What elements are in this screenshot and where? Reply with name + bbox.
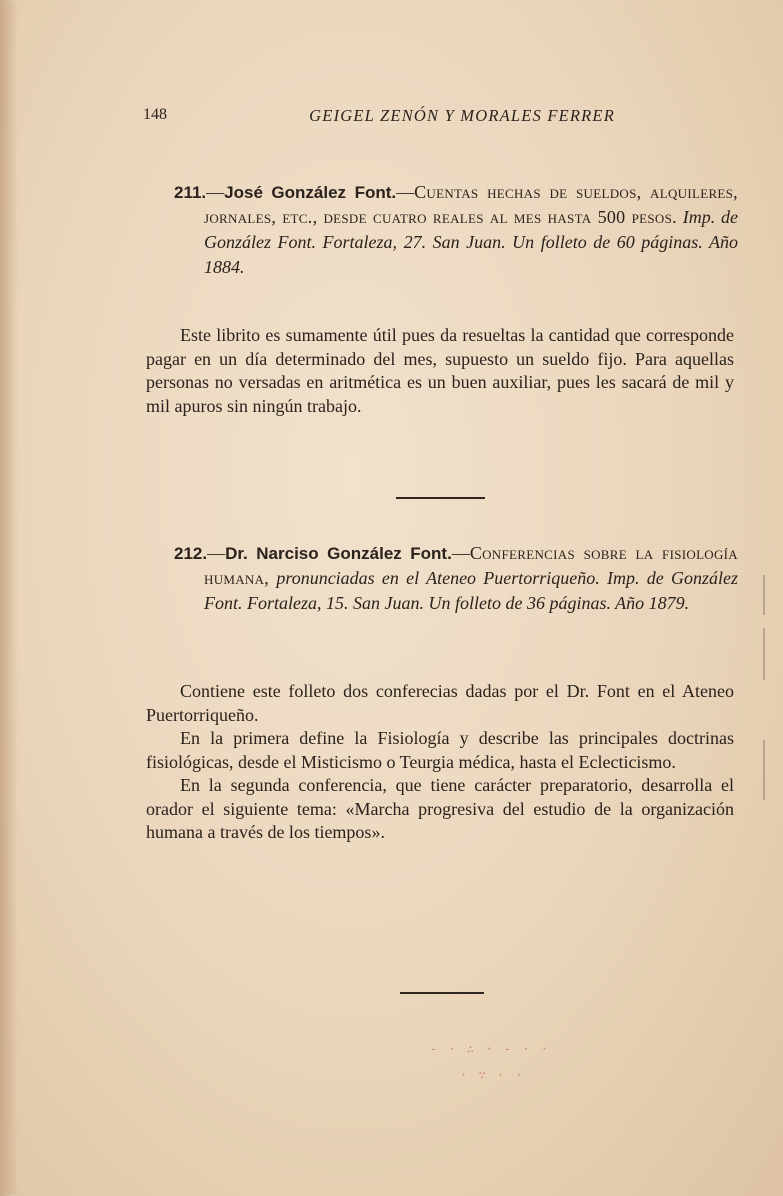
entry-imprint: Imp. de González Font. Fortaleza, 27. San Juan. Un folleto de 60 páginas. Año 1884. (204, 207, 739, 277)
page-edge (0, 0, 18, 1196)
entry-heading (146, 180, 738, 280)
entry-number: 211. (174, 183, 207, 202)
paper-mark (763, 628, 765, 680)
entry-author: Dr. Narciso González Font. (225, 544, 452, 563)
paragraph: En la segunda conferencia, que tiene carácter preparatorio, desarrolla el orador el siguiente tema: «Marcha progresiva del estudio de la organización humana a través de los tiempos». (146, 775, 734, 842)
entry-title: Conferencias sobre la fisiología humana, (204, 543, 738, 588)
paper-mark (763, 740, 765, 800)
section-divider (400, 992, 484, 994)
entry-title: Cuentas hechas de sueldos, alquileres, jornales, etc., desde cuatro reales al mes hasta 500 pesos. (204, 182, 738, 227)
entry-heading (146, 541, 738, 616)
bibliography-entry-212 (146, 541, 738, 616)
em-dash: — (207, 543, 226, 563)
running-title: GEIGEL ZENÓN Y MORALES FERRER (309, 106, 615, 125)
em-dash: — (451, 543, 470, 563)
entry-description-211 (146, 324, 734, 418)
entry-description-212 (146, 680, 734, 845)
entry-number: 212. (174, 544, 208, 563)
paragraph: En la primera define la Fisiología y describe las principales doctrinas fisiológicas, desde el Misticismo o Teurgia médica, hasta el Eclecticismo. (146, 728, 734, 772)
section-divider (396, 497, 485, 499)
paragraph: Contiene este folleto dos conferecias dadas por el Dr. Font en el Ateneo Puertorriqueño. (146, 681, 734, 725)
paper-mark (763, 575, 765, 615)
paragraph: Este librito es sumamente útil pues da resueltas la cantidad que corresponde pagar en un día determinado del mes, supuesto un sueldo fijo. Para aquellas personas no versadas en aritmética es un buen auxiliar, pues les sacará de mil y mil apuros sin ningún trabajo. (146, 325, 734, 416)
faded-library-stamp: - · ∴ · - · · · ∵ · · (430, 1042, 550, 1082)
page-number: 148 (143, 106, 167, 123)
em-dash: — (396, 182, 415, 202)
bibliography-entry-211 (146, 180, 738, 280)
entry-author: José González Font. (224, 183, 397, 202)
running-head (143, 106, 615, 130)
em-dash: — (206, 182, 225, 202)
entry-imprint: pronunciadas en el Ateneo Puertorriqueño. Imp. de González Font. Fortaleza, 15. San Juan. Un folleto de 36 páginas. Año 1879. (204, 568, 739, 613)
